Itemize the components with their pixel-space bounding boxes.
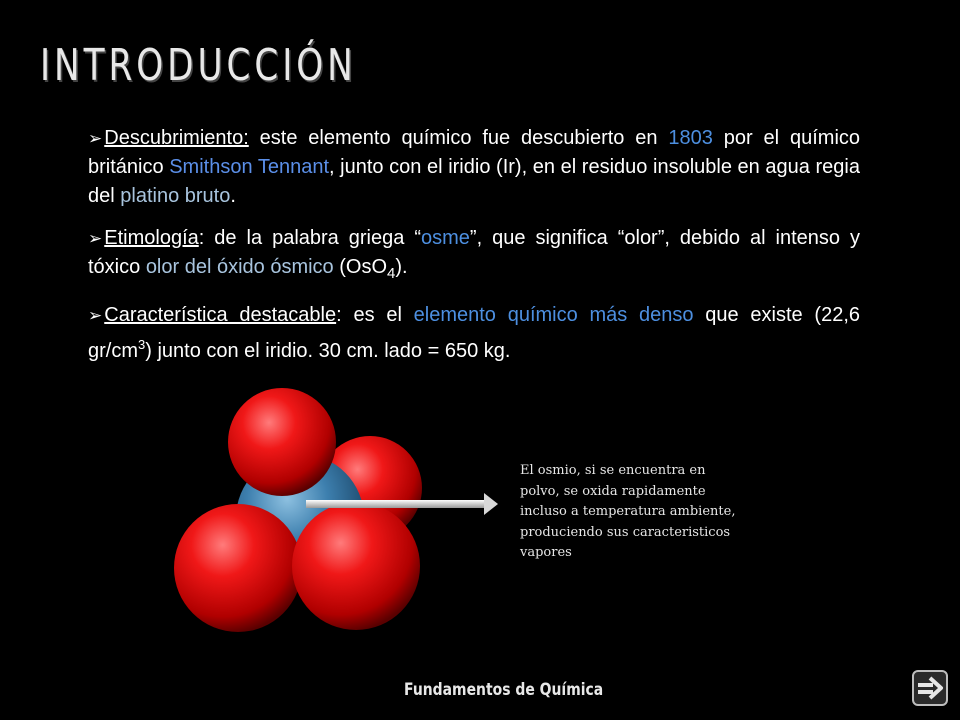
highlight-oxide-smell: olor del óxido ósmico bbox=[145, 256, 334, 278]
bullet-text: (OsO bbox=[333, 256, 388, 278]
bullet-label: Descubrimiento: bbox=[104, 127, 249, 149]
caption-line: vapores bbox=[520, 545, 572, 560]
bullet-text: : es el bbox=[336, 304, 414, 326]
oxygen-atom-top bbox=[228, 388, 336, 496]
bullet-feature bbox=[88, 301, 860, 366]
arrow-bullet-icon: ➢ bbox=[88, 306, 103, 325]
oso4-molecule-image bbox=[170, 380, 520, 680]
highlight-year: 1803 bbox=[668, 127, 713, 149]
bullet-label: Característica destacable bbox=[104, 304, 337, 326]
caption-line: incluso a temperatura ambiente, bbox=[520, 504, 736, 519]
caption-line: polvo, se oxida rapidamente bbox=[520, 483, 706, 499]
subscript: 4 bbox=[387, 265, 396, 282]
caption-line: produciendo sus caracteristicos bbox=[520, 524, 731, 540]
highlight-densest: elemento químico más denso bbox=[413, 304, 694, 326]
bullet-text: por el químico británico bbox=[88, 127, 861, 178]
bullet-text: ) junto con el iridio. 30 cm. lado = 650 kg. bbox=[145, 340, 511, 362]
bullet-label: Etimología bbox=[104, 227, 199, 249]
slide-footer: Fundamentos de Química bbox=[404, 680, 604, 700]
image-caption bbox=[520, 461, 780, 564]
bullet-text: ). bbox=[395, 256, 408, 278]
bullet-text: . bbox=[230, 185, 236, 207]
highlight-platinum: platino bruto bbox=[120, 185, 231, 207]
caption-line: El osmio, si se encuentra en bbox=[520, 463, 706, 478]
oxygen-atom-left bbox=[174, 504, 302, 632]
bullet-text: : de la palabra griega “ bbox=[198, 227, 422, 249]
bullet-text: ”, que significa “olor”, debido al intenso y tóxico bbox=[88, 227, 860, 278]
oxygen-atom-front bbox=[292, 502, 420, 630]
highlight-osme: osme bbox=[421, 227, 470, 249]
bullet-discovery bbox=[88, 124, 860, 211]
next-arrow-icon[interactable] bbox=[912, 670, 948, 706]
highlight-discoverer: Smithson Tennant bbox=[169, 156, 330, 178]
arrow-bullet-icon: ➢ bbox=[88, 229, 103, 248]
bullet-text: este elemento químico fue descubierto en bbox=[248, 127, 669, 149]
arrow-bullet-icon: ➢ bbox=[88, 129, 103, 148]
bullet-etymology bbox=[88, 224, 860, 288]
bullet-text: que existe (22,6 gr/cm bbox=[88, 304, 860, 362]
bullet-text: , junto con el iridio (Ir), en el residuo insoluble en agua regia del bbox=[88, 156, 860, 207]
bullet-list bbox=[88, 124, 860, 379]
slide-title: INTRODUCCIÓN bbox=[40, 40, 357, 91]
superscript: 3 bbox=[138, 337, 146, 352]
